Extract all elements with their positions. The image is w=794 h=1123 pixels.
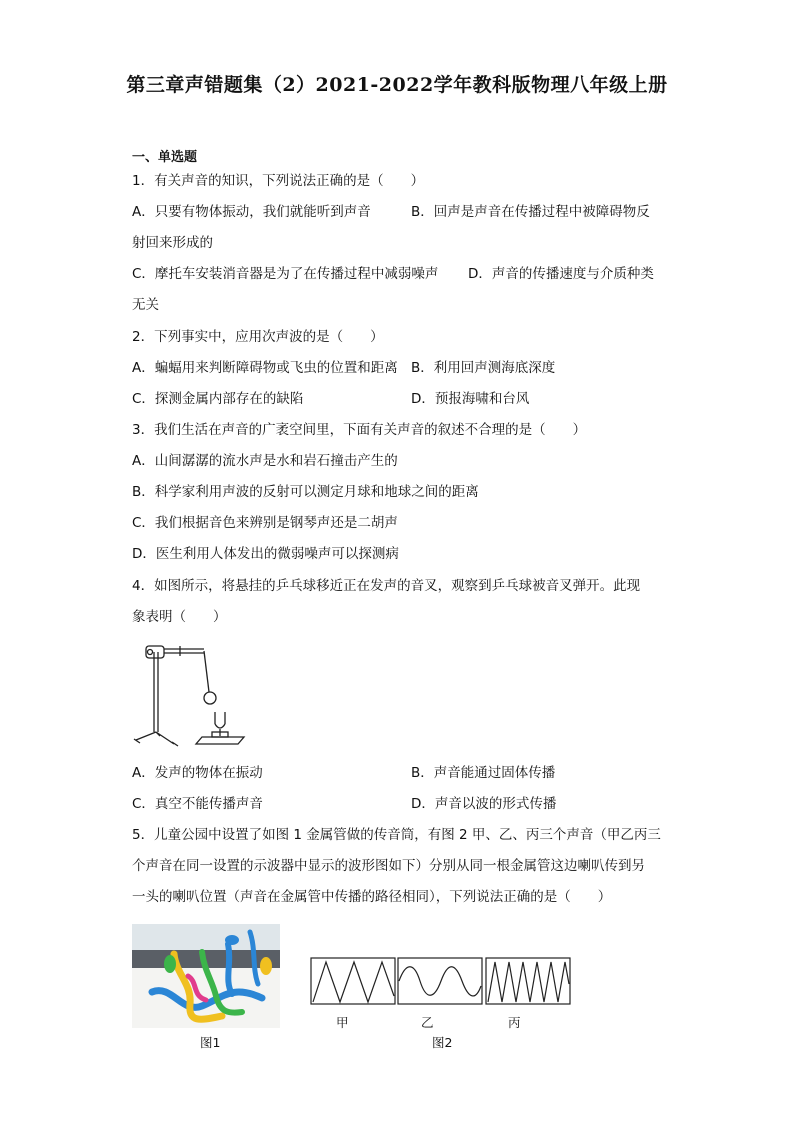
q4-stem-line1: 4．如图所示，将悬挂的乒乓球移近正在发声的音叉，观察到乒乓球被音叉弹开。此现 [132,578,641,594]
waveform-figure [310,956,574,1008]
q1-option-b-cont: 射回来形成的 [132,235,213,251]
q1-option-b[interactable]: B．回声是声音在传播过程中被障碍物反 [411,204,650,220]
figure-1-caption: 图1 [200,1035,221,1050]
q5-stem-line1: 5．儿童公园中设置了如图 1 金属管做的传音筒，有图 2 甲、乙、丙三个声音（甲乙丙三 [132,827,661,843]
q4-option-c[interactable]: C．真空不能传播声音 [132,796,263,812]
q1-option-c[interactable]: C．摩托车安装消音器是为了在传播过程中减弱噪声 [132,266,439,282]
q4-option-a[interactable]: A．发声的物体在振动 [132,765,263,781]
section-heading: 一、单选题 [132,150,198,165]
q3-option-b[interactable]: B．科学家利用声波的反射可以测定月球和地球之间的距离 [132,484,479,500]
tuning-fork-pendulum-figure [130,640,250,752]
q5-stem-line2: 个声音在同一设置的示波器中显示的波形图如下）分别从同一根金属管这边喇叭传到另 [132,858,645,874]
q3-stem: 3．我们生活在声音的广袤空间里，下面有关声音的叙述不合理的是（ ） [132,422,587,438]
q4-option-d[interactable]: D．声音以波的形式传播 [411,796,557,812]
q2-option-a[interactable]: A．蝙蝠用来判断障碍物或飞虫的位置和距离 [132,360,398,376]
wave-label-yi: 乙 [421,1015,434,1030]
wave-label-bing: 丙 [508,1015,521,1030]
metal-pipe-photo-figure [132,924,280,1028]
q4-stem-line2: 象表明（ ） [132,609,227,625]
q3-option-c[interactable]: C．我们根据音色来辨别是钢琴声还是二胡声 [132,515,398,531]
q5-stem-line3: 一头的喇叭位置（声音在金属管中传播的路径相同），下列说法正确的是（ ） [132,889,612,905]
q4-option-b[interactable]: B．声音能通过固体传播 [411,765,556,781]
q1-option-d[interactable]: D．声音的传播速度与介质种类 [468,266,654,282]
q2-option-b[interactable]: B．利用回声测海底深度 [411,360,556,376]
q2-stem: 2．下列事实中，应用次声波的是（ ） [132,329,384,345]
q1-option-a[interactable]: A．只要有物体振动，我们就能听到声音 [132,204,371,220]
page-title: 第三章声错题集（2）2021-2022学年教科版物理八年级上册 [126,74,668,96]
q1-option-d-cont: 无关 [132,297,159,313]
q2-option-c[interactable]: C．探测金属内部存在的缺陷 [132,391,304,407]
q2-option-d[interactable]: D．预报海啸和台风 [411,391,530,407]
figure-2-caption: 图2 [432,1035,453,1050]
q3-option-a[interactable]: A．山间潺潺的流水声是水和岩石撞击产生的 [132,453,398,469]
q3-option-d[interactable]: D．医生利用人体发出的微弱噪声可以探测病 [132,546,399,562]
wave-label-jia: 甲 [336,1015,349,1030]
q1-stem: 1．有关声音的知识，下列说法正确的是（ ） [132,173,425,189]
